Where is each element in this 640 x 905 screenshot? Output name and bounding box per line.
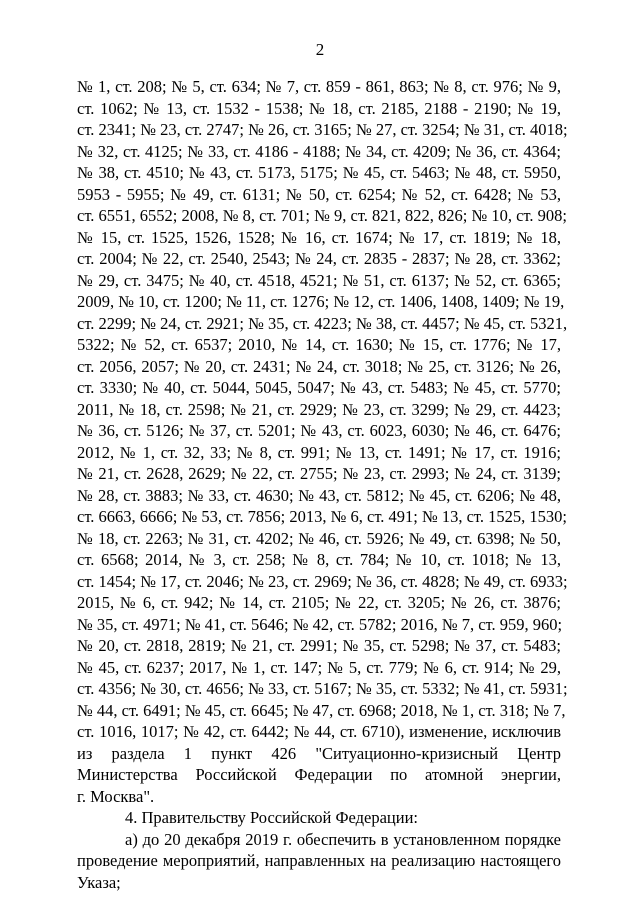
main-paragraph-line: № 21, ст. 2628, 2629; № 22, ст. 2755; № 23, ст. 2993; № 24, ст. 3139; [77, 464, 561, 483]
main-paragraph-line: № 1, ст. 208; № 5, ст. 634; № 7, ст. 859 - 861, 863; № 8, ст. 976; № 9, [77, 77, 561, 96]
main-paragraph-line: № 36, ст. 5126; № 37, ст. 5201; № 43, ст. 6023, 6030; № 46, ст. 6476; [77, 421, 561, 440]
item-4a-paragraph [77, 829, 561, 894]
main-paragraph-line: ст. 1454; № 17, ст. 2046; № 23, ст. 2969; № 36, ст. 4828; № 49, ст. 6933; [77, 571, 568, 591]
document-body [77, 76, 568, 893]
item-4-paragraph [77, 807, 561, 829]
main-paragraph-line: 2011, № 18, ст. 2598; № 21, ст. 2929; № 23, ст. 3299; № 29, ст. 4423; [77, 399, 561, 419]
item-4a-line: а) до 20 декабря 2019 г. обеспечить в установленном порядке [125, 829, 561, 849]
main-paragraph-line: № 32, ст. 4125; № 33, ст. 4186 - 4188; № 34, ст. 4209; № 36, ст. 4364; [77, 141, 561, 161]
main-paragraph-line: ст. 3330; № 40, ст. 5044, 5045, 5047; № 43, ст. 5483; № 45, ст. 5770; [77, 378, 561, 397]
item-4a-line: Указа; [77, 872, 121, 892]
main-paragraph-line: 5953 - 5955; № 49, ст. 6131; № 50, ст. 6254; № 52, ст. 6428; № 53, [77, 184, 561, 204]
main-paragraph-line: № 18, ст. 2263; № 31, ст. 4202; № 46, ст. 5926; № 49, ст. 6398; № 50, [77, 528, 561, 548]
main-paragraph-line: ст. 6663, 6666; № 53, ст. 7856; 2013, № 6, ст. 491; № 13, ст. 1525, 1530; [77, 507, 567, 526]
main-paragraph-line: № 44, ст. 6491; № 45, ст. 6645; № 47, ст. 6968; 2018, № 1, ст. 318; № 7, [77, 700, 566, 720]
main-paragraph-line: ст. 2004; № 22, ст. 2540, 2543; № 24, ст. 2835 - 2837; № 28, ст. 3362; [77, 249, 561, 268]
main-paragraph-line: из раздела 1 пункт 426 "Ситуационно-кризисный Центр [77, 743, 561, 763]
main-paragraph-line: ст. 2341; № 23, ст. 2747; № 26, ст. 3165; № 27, ст. 3254; № 31, ст. 4018; [77, 120, 568, 139]
main-paragraph-line: Министерства Российской Федерации по атомной энергии, [77, 765, 561, 784]
main-paragraph-line: № 45, ст. 6237; 2017, № 1, ст. 147; № 5, ст. 779; № 6, ст. 914; № 29, [77, 657, 561, 677]
main-paragraph-line: г. Москва". [77, 786, 155, 806]
main-paragraph-line: 2009, № 10, ст. 1200; № 11, ст. 1276; № 12, ст. 1406, 1408, 1409; № 19, [77, 292, 565, 311]
main-paragraph-line: ст. 1062; № 13, ст. 1532 - 1538; № 18, ст. 2185, 2188 - 2190; № 19, [77, 98, 561, 118]
main-paragraph-line: № 20, ст. 2818, 2819; № 21, ст. 2991; № 35, ст. 5298; № 37, ст. 5483; [77, 636, 561, 655]
main-paragraph-line: № 15, ст. 1525, 1526, 1528; № 16, ст. 1674; № 17, ст. 1819; № 18, [77, 227, 561, 247]
main-paragraph-line: № 29, ст. 3475; № 40, ст. 4518, 4521; № 51, ст. 6137; № 52, ст. 6365; [77, 270, 561, 290]
item-4-line: 4. Правительству Российской Федерации: [125, 808, 418, 827]
main-paragraph-line: № 38, ст. 4510; № 43, ст. 5173, 5175; № 45, ст. 5463; № 48, ст. 5950, [77, 163, 561, 182]
main-paragraph-line: 2015, № 6, ст. 942; № 14, ст. 2105; № 22, ст. 3205; № 26, ст. 3876; [77, 593, 561, 612]
main-paragraph-line: ст. 1016, 1017; № 42, ст. 6442; № 44, ст. 6710), изменение, исключив [77, 722, 561, 741]
main-paragraph-line: 5322; № 52, ст. 6537; 2010, № 14, ст. 1630; № 15, ст. 1776; № 17, [77, 335, 561, 354]
main-paragraph-line: ст. 2299; № 24, ст. 2921; № 35, ст. 4223; № 38, ст. 4457; № 45, ст. 5321, [77, 313, 568, 333]
main-paragraph-line: ст. 4356; № 30, ст. 4656; № 33, ст. 5167; № 35, ст. 5332; № 41, ст. 5931; [77, 679, 568, 698]
main-paragraph-line: ст. 6568; 2014, № 3, ст. 258; № 8, ст. 784; № 10, ст. 1018; № 13, [77, 550, 561, 569]
main-paragraph-line: № 35, ст. 4971; № 41, ст. 5646; № 42, ст. 5782; 2016, № 7, ст. 959, 960; [77, 614, 563, 634]
page-number: 2 [315, 40, 325, 59]
main-paragraph [77, 76, 568, 807]
main-paragraph-line: № 28, ст. 3883; № 33, ст. 4630; № 43, ст. 5812; № 45, ст. 6206; № 48, [77, 485, 561, 505]
main-paragraph-line: ст. 2056, 2057; № 20, ст. 2431; № 24, ст. 3018; № 25, ст. 3126; № 26, [77, 356, 561, 376]
main-paragraph-line: 2012, № 1, ст. 32, 33; № 8, ст. 991; № 13, ст. 1491; № 17, ст. 1916; [77, 442, 561, 462]
item-4a-line: проведение мероприятий, направленных на реализацию настоящего [77, 851, 561, 870]
main-paragraph-line: ст. 6551, 6552; 2008, № 8, ст. 701; № 9, ст. 821, 822, 826; № 10, ст. 908; [77, 206, 567, 225]
